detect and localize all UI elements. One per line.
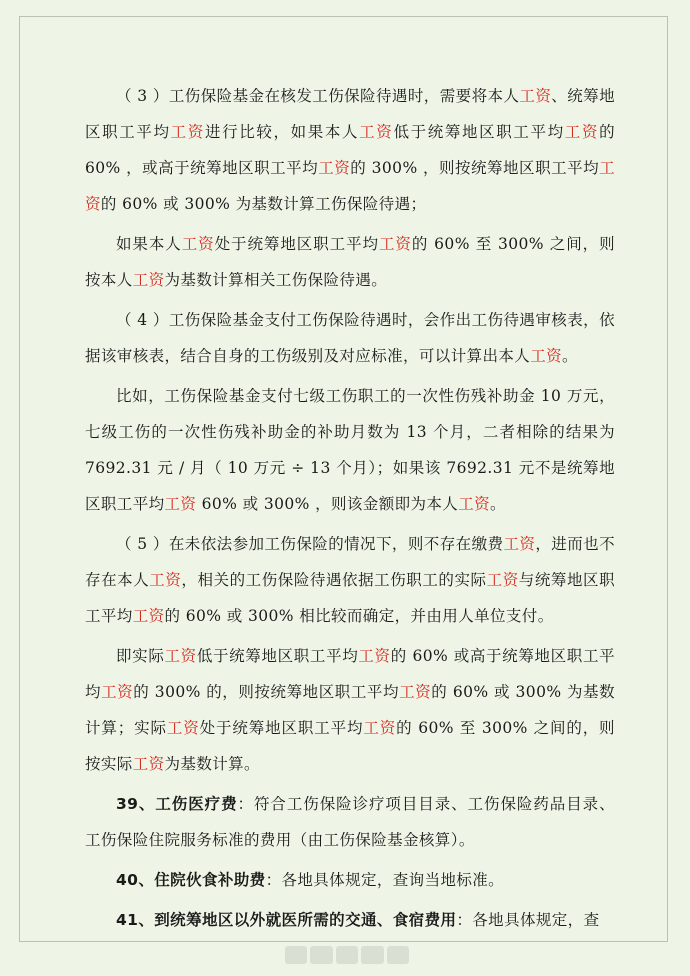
text-run: 处于统筹地区职工平均 [199, 719, 364, 737]
text-run: 的 60% 或 300% 为基数计算；实际 [85, 683, 615, 737]
paragraph [85, 78, 615, 222]
highlighted-term: 工资 [149, 571, 182, 589]
highlighted-term: 工资 [486, 571, 519, 589]
text-run: 。 [562, 347, 578, 365]
highlighted-term: 工资 [85, 159, 616, 213]
text-run: 低于统筹地区职工平均 [196, 647, 359, 665]
item-heading: 41、到统筹地区以外就医所需的交通、食宿费用 [116, 911, 457, 929]
highlighted-term: 工资 [363, 719, 397, 737]
text-run: 为基数计算相关工伤保险待遇。 [164, 271, 388, 289]
text-run: （ 4 ）工伤保险基金支付工伤保险待遇时，会作出工伤待遇审核表，依据该审核表，结合自身的工伤级别及对应标准，可以计算出本人 [85, 311, 615, 365]
text-run: 低于统筹地区职工平均 [393, 123, 565, 141]
highlighted-term: 工资 [399, 683, 432, 701]
text-run: ，进而也不存在本人 [85, 535, 615, 589]
text-run: ：符合工伤保险诊疗项目目录、工伤保险药品目录、工伤保险住院服务标准的费用（由工伤保险基金核算）。 [85, 795, 615, 849]
paragraph [85, 302, 615, 374]
item-heading: 40、住院伙食补助费 [116, 871, 266, 889]
highlighted-term: 工资 [503, 535, 536, 553]
highlighted-term: 工资 [132, 271, 165, 289]
text-run: 、统筹地区职工平均 [85, 87, 615, 141]
highlighted-term: 工资 [564, 123, 600, 141]
paragraph [85, 862, 615, 898]
text-run: 60% 或 300% ，则该金额即为本人 [196, 495, 459, 513]
highlighted-term: 工资 [164, 495, 197, 513]
highlighted-term: 工资 [458, 495, 491, 513]
paragraph [85, 378, 615, 522]
text-run: 的 60% 或 300% 相比较而确定，并由用人单位支付。 [164, 607, 554, 625]
text-run: （ 3 ）工伤保险基金在核发工伤保险待遇时，需要将本人 [116, 87, 520, 105]
highlighted-term: 工资 [359, 123, 394, 141]
text-run: 比如，工伤保险基金支付七级工伤职工的一次性伤残补助金 10 万元，七级工伤的一次性伤残补助金的补助月数为 13 个月，二者相除的结果为 7692.31 元 / 月（ 10 万元 ÷ 13 个月）；如果该 7692.31 元不是统筹地区职工平均 [85, 387, 615, 513]
text-run: ：各地具体规定，查 [456, 911, 600, 929]
highlighted-term: 工资 [519, 87, 552, 105]
text-run: ，相关的工伤保险待遇依据工伤职工的实际 [181, 571, 487, 589]
paragraph [85, 786, 615, 858]
highlighted-term: 工资 [132, 755, 165, 773]
highlighted-term: 工资 [170, 123, 205, 141]
text-run: 即实际 [116, 647, 165, 665]
text-run: ：各地具体规定，查询当地标准。 [265, 871, 505, 889]
text-run: 的 60% 至 300% 之间，则按本人 [85, 235, 615, 289]
watermark [285, 946, 409, 964]
highlighted-term: 工资 [164, 647, 197, 665]
highlighted-term: 工资 [318, 159, 351, 177]
text-run: 的 300% 的，则按统筹地区职工平均 [133, 683, 400, 701]
text-run: 为基数计算。 [164, 755, 260, 773]
item-heading: 39、工伤医疗费 [116, 795, 238, 813]
paragraph [85, 638, 615, 782]
highlighted-term: 工资 [132, 607, 165, 625]
highlighted-term: 工资 [101, 683, 134, 701]
paragraph [85, 902, 615, 938]
paragraph [85, 526, 615, 634]
text-run: 的 60% 至 300% 之间的，则按实际 [85, 719, 615, 773]
text-run: 的 60% 或高于统筹地区职工平均 [85, 647, 616, 701]
text-run: （ 5 ）在未依法参加工伤保险的情况下，则不存在缴费 [116, 535, 504, 553]
highlighted-term: 工资 [166, 719, 200, 737]
highlighted-term: 工资 [530, 347, 563, 365]
document-body [85, 78, 615, 938]
text-run: 处于统筹地区职工平均 [214, 235, 379, 253]
highlighted-term: 工资 [181, 235, 215, 253]
paragraph [85, 226, 615, 298]
text-run: 的 60% 或 300% 为基数计算工伤保险待遇； [100, 195, 427, 213]
text-run: 如果本人 [116, 235, 182, 253]
text-run: 与统筹地区职工平均 [85, 571, 615, 625]
text-run: 的 300% ，则按统筹地区职工平均 [350, 159, 600, 177]
text-run: 进行比较，如果本人 [204, 123, 360, 141]
highlighted-term: 工资 [358, 647, 391, 665]
highlighted-term: 工资 [379, 235, 412, 253]
text-run: 。 [490, 495, 506, 513]
text-run: 的 60% ，或高于统筹地区职工平均 [85, 123, 615, 177]
